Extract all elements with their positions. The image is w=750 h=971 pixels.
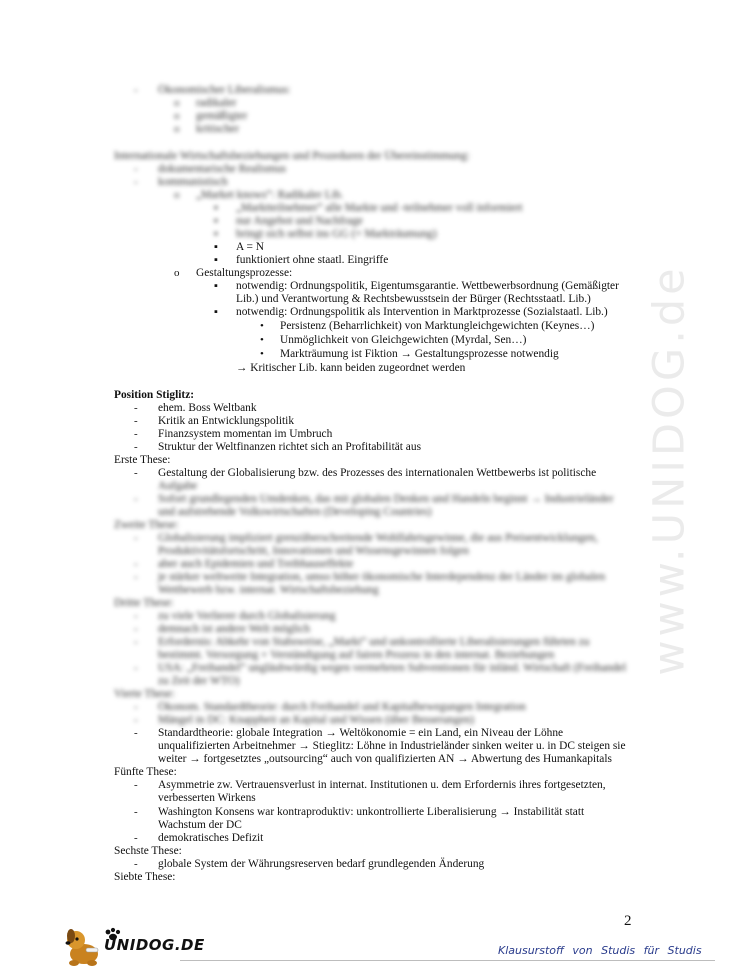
text-line: Zweite These: <box>114 519 179 531</box>
list-marker-bullet: • <box>260 334 264 346</box>
footer-rule <box>180 960 715 961</box>
text-line: funktioniert ohne staatl. Eingriffe <box>236 254 389 266</box>
text-line: je stärker weltweite Integration, umso höher ökonomische Interdependenz der Länder im globalen <box>158 571 606 583</box>
text-line: „Market knows“: Radikaler Lib. <box>196 189 344 201</box>
text-line: Aufgabe <box>158 480 198 492</box>
list-marker-circle: o <box>174 123 180 135</box>
text-line: Ökonomischer Liberalismus: <box>158 84 291 96</box>
text-line: Finanzsystem momentan im Umbruch <box>158 428 333 440</box>
watermark-text: www.UNIDOG.de <box>645 264 695 676</box>
text-line: aber auch Epidemien und Treibhauseffekte <box>158 558 354 570</box>
list-marker-dash: - <box>134 176 138 188</box>
text-line: globale System der Währungsreserven bedarf grundlegenden Änderung <box>158 858 485 870</box>
list-marker-circle: o <box>174 97 180 109</box>
text-line: Washington Konsens war kontraproduktiv: unkontrollierte Liberalisierung → Instabilität statt <box>158 806 585 818</box>
list-marker-dash: - <box>134 636 138 648</box>
text-line: Standardtheorie: globale Integration → Weltökonomie = ein Land, ein Niveau der Löhne <box>158 727 564 739</box>
text-line: dokumentarische Realismus <box>158 163 287 175</box>
text-line: verbesserten Wirkens <box>158 792 256 804</box>
list-marker-dash: - <box>134 163 138 175</box>
text-line: Erfordernis: Abkehr von Stabsweise, „Markt“ und unkontrollierte Liberalisierungen führten zu <box>158 636 590 648</box>
text-line: Erste These: <box>114 454 171 466</box>
list-marker-dash: - <box>134 493 138 505</box>
list-marker-dash: - <box>134 610 138 622</box>
text-line: Produktivitätsfortschritt, Innovationen und Wissensgewinnen folgen <box>158 545 469 557</box>
page-number: 2 <box>624 913 632 929</box>
text-line: Globalisierung impliziert grenzüberschreitende Wohlfahrtsgewinne, die aus Preisentwicklungen, <box>158 532 598 544</box>
text-line: demokratisches Defizit <box>158 832 264 844</box>
text-line: Vierte These: <box>114 688 175 700</box>
text-line: Wachstum der DC <box>158 819 242 831</box>
text-line: Kritik an Entwicklungspolitik <box>158 415 295 427</box>
text-line: radikaler <box>196 97 237 109</box>
list-marker-square: ▪ <box>214 280 218 292</box>
text-line: kritischer <box>196 123 240 135</box>
list-marker-dash: - <box>134 402 138 414</box>
list-marker-bullet: • <box>260 348 264 360</box>
list-marker-square: ▪ <box>214 202 218 214</box>
logo-text: UNIDOG.DE <box>104 936 205 954</box>
list-marker-dash: - <box>134 571 138 583</box>
list-marker-dash: - <box>134 779 138 791</box>
text-line: Lib.) und Verantwortung & Rechtsbewusstsein der Bürger (Rechtsstaatl. Lib.) <box>236 293 591 305</box>
text-line: Siebte These: <box>114 871 176 883</box>
text-line: Persistenz (Beharrlichkeit) von Marktungleichgewichten (Keynes…) <box>280 320 595 332</box>
text-line: weiter → fortgesetztes „outsourcing“ auch von qualifizierten AN → Abwertung des Humankapitals <box>158 753 612 765</box>
list-marker-dash: - <box>134 727 138 739</box>
text-line: Fünfte These: <box>114 766 177 778</box>
text-line: zu viele Verlierer durch Globalisierung <box>158 610 336 622</box>
text-line: demnach ist andere Welt möglich <box>158 623 310 635</box>
text-line: Sechste These: <box>114 845 182 857</box>
text-line: und aufstrebende Volkswirtschaften (Developing Countries) <box>158 506 432 518</box>
list-marker-dash: - <box>134 623 138 635</box>
list-marker-square: ▪ <box>214 241 218 253</box>
text-line: Ökonom. Standardtheorie: durch Freihandel und Kapitalbewegungen Integration <box>158 701 526 713</box>
list-marker-dash: - <box>134 701 138 713</box>
text-line: nur Angebot und Nachfrage <box>236 215 363 227</box>
list-marker-circle: o <box>174 267 180 279</box>
list-marker-circle: o <box>174 189 180 201</box>
text-line: USA: „Freihandel“ ungläubwürdig wegen vermehrten Subventionen für inländ. Wirtschaft (Freihandel <box>158 662 627 674</box>
list-marker-dash: - <box>134 84 138 96</box>
text-line: notwendig: Ordnungspolitik, Eigentumsgarantie. Wettbewerbsordnung (Gemäßigter <box>236 280 619 292</box>
text-line: ehem. Boss Weltbank <box>158 402 257 414</box>
list-marker-dash: - <box>134 441 138 453</box>
text-line: Mängel in DC: Knappheit an Kapital und Wissen (über Besserungen) <box>158 714 474 726</box>
list-marker-square: ▪ <box>214 306 218 318</box>
footer-tagline: Klausurstoff von Studis für Studis <box>498 944 702 957</box>
text-line: Gestaltung der Globalisierung bzw. des Prozesses des internationalen Wettbewerbs ist politische <box>158 467 597 479</box>
list-marker-square: ▪ <box>214 228 218 240</box>
list-marker-bullet: • <box>260 320 264 332</box>
text-line: „Marktteilnehmer“ alle Markte und -teilnehmer voll informiert <box>236 202 523 214</box>
watermark <box>590 255 750 685</box>
list-marker-dash: - <box>134 428 138 440</box>
text-line: Asymmetrie zw. Vertrauensverlust in internat. Institutionen u. dem Erfordernis ihres fortgesetzten, <box>158 779 606 791</box>
text-line: Markträumung ist Fiktion → Gestaltungsprozesse notwendig <box>280 348 559 360</box>
text-line: bringt sich selbst ins GG (= Markträumung) <box>236 228 437 240</box>
text-line: Dritte These: <box>114 597 174 609</box>
text-line: Internationale Wirtschaftsbeziehungen und Prozeduren der Übereinstimmung: <box>114 150 470 162</box>
list-marker-dash: - <box>134 662 138 674</box>
text-line: gemäßigter <box>196 110 248 122</box>
list-marker-dash: - <box>134 806 138 818</box>
text-line: A = N <box>236 241 264 253</box>
list-marker-square: ▪ <box>214 254 218 266</box>
text-line: notwendig: Ordnungspolitik als Intervention in Marktprozesse (Sozialstaatl. Lib.) <box>236 306 608 318</box>
text-line: unqualifizierten Arbeitnehmer → Stieglitz: Löhne in Industrieländer sinken weiter u. in DC steigen sie <box>158 740 626 752</box>
text-line: Struktur der Weltfinanzen richtet sich an Profitabilität aus <box>158 441 421 453</box>
text-line: Gestaltungsprozesse: <box>196 267 293 279</box>
text-line: Position Stiglitz: <box>114 389 195 401</box>
text-line: Wettbewerb bzw. internat. Wirtschaftsbeziehung <box>158 584 379 596</box>
text-line: → Kritischer Lib. kann beiden zugeordnet werden <box>236 362 466 374</box>
list-marker-circle: o <box>174 110 180 122</box>
text-line: bestimmt. Versorgung + Verständigung auf fairen Prozess in den internat. Beziehungen <box>158 649 555 661</box>
text-line: Sofort grundlegenden Umdenken, das mit globalen Denken und Handeln beginnt → Industrieländer <box>158 493 614 505</box>
list-marker-dash: - <box>134 714 138 726</box>
list-marker-dash: - <box>134 558 138 570</box>
list-marker-dash: - <box>134 532 138 544</box>
text-line: zu Zeit der WTO) <box>158 675 240 687</box>
list-marker-square: ▪ <box>214 215 218 227</box>
list-marker-dash: - <box>134 832 138 844</box>
text-line: kommunistisch <box>158 176 228 188</box>
list-marker-dash: - <box>134 858 138 870</box>
list-marker-dash: - <box>134 415 138 427</box>
text-line: Unmöglichkeit von Gleichgewichten (Myrdal, Sen…) <box>280 334 527 346</box>
list-marker-dash: - <box>134 467 138 479</box>
